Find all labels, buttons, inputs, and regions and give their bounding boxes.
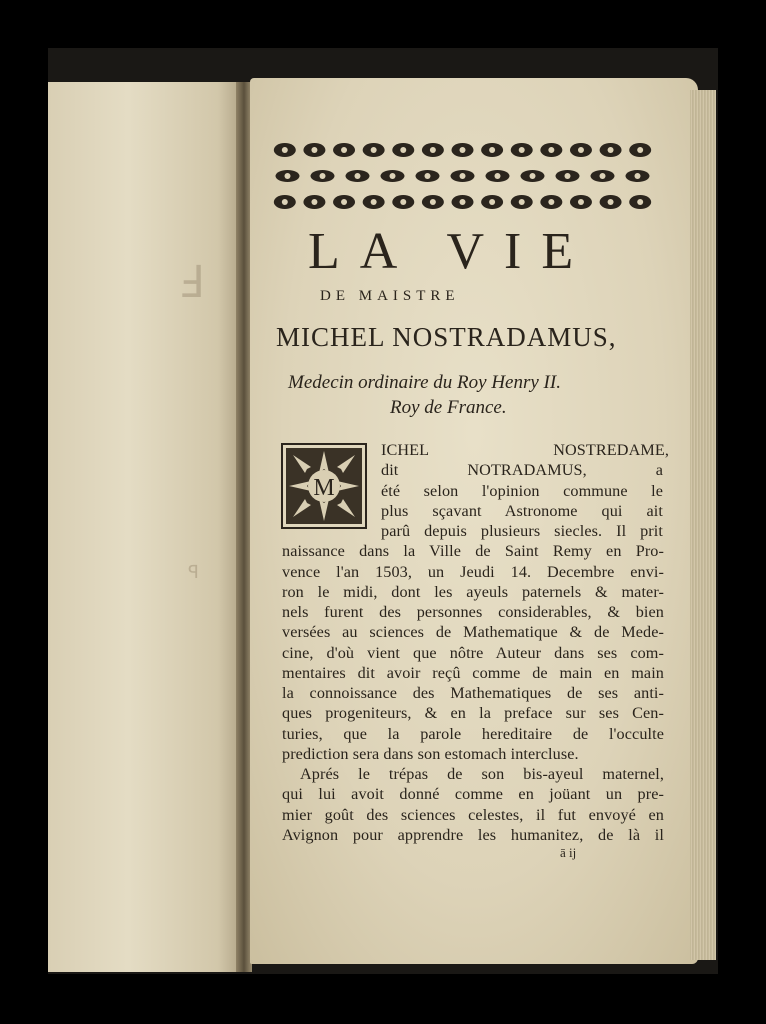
body-line: naissance dans la Ville de Saint Remy en Pro- — [282, 542, 664, 561]
body-line: dit NOTRADAMUS, a — [381, 461, 663, 480]
body-line: vence l'an 1503, un Jeudi 14. Decembre envi- — [282, 562, 664, 581]
body-line: ques progeniteurs, & en la preface sur ses Cen- — [282, 704, 664, 723]
body-line: la connoissance des Mathematiques de ses anti- — [282, 684, 664, 703]
body-line: nels furent des personnes considerables, & bien — [282, 603, 664, 622]
body-line: versées au sciences de Mathematique & de Mede- — [282, 623, 664, 642]
body-line: cine, d'où vient que nôtre Auteur dans ses com- — [282, 643, 664, 662]
page-title: LA VIE — [308, 223, 594, 280]
body-line: qui lui avoit donné comme en joüant un pre- — [282, 785, 664, 804]
body-line: été selon l'opinion commune le — [381, 481, 663, 500]
body-line: mentaires dit avoir reçû comme de main en main — [282, 663, 664, 682]
decorated-initial-icon — [281, 443, 367, 529]
body-line: ron le midi, dont les ayeuls paternels & mater- — [282, 582, 664, 601]
body-line: plus sçavant Astronome qui ait — [381, 501, 663, 520]
signature-mark: ā ij — [560, 845, 577, 860]
author-role-line-1: Medecin ordinaire du Roy Henry II. — [288, 372, 561, 393]
body-line: ICHEL NOSTREDAME, — [381, 441, 669, 459]
page-subtitle: DE MAISTRE — [320, 288, 460, 304]
author-role-line-2: Roy de France. — [390, 397, 507, 418]
left-page-verso: Ⅎ ꟼ — [48, 82, 248, 972]
printers-ornament-icon — [270, 140, 655, 218]
body-line: Avignon pour apprendre les humanitez, de là il — [282, 826, 664, 844]
page-edges — [690, 90, 716, 960]
body-line: mier goût des sciences celestes, il fut envoyé en — [282, 805, 664, 824]
body-line: parû depuis plusieurs siecles. Il prit — [381, 522, 663, 541]
author-name: MICHEL NOSTRADAMUS, — [276, 322, 617, 352]
body-line: Aprés le trépas de son bis-ayeul maternel, — [300, 765, 664, 784]
body-line: prediction sera dans son estomach intercluse. — [282, 744, 579, 763]
body-line: turies, que la parole hereditaire de l'occulte — [282, 724, 664, 743]
dropcap-letter: M — [313, 475, 335, 501]
